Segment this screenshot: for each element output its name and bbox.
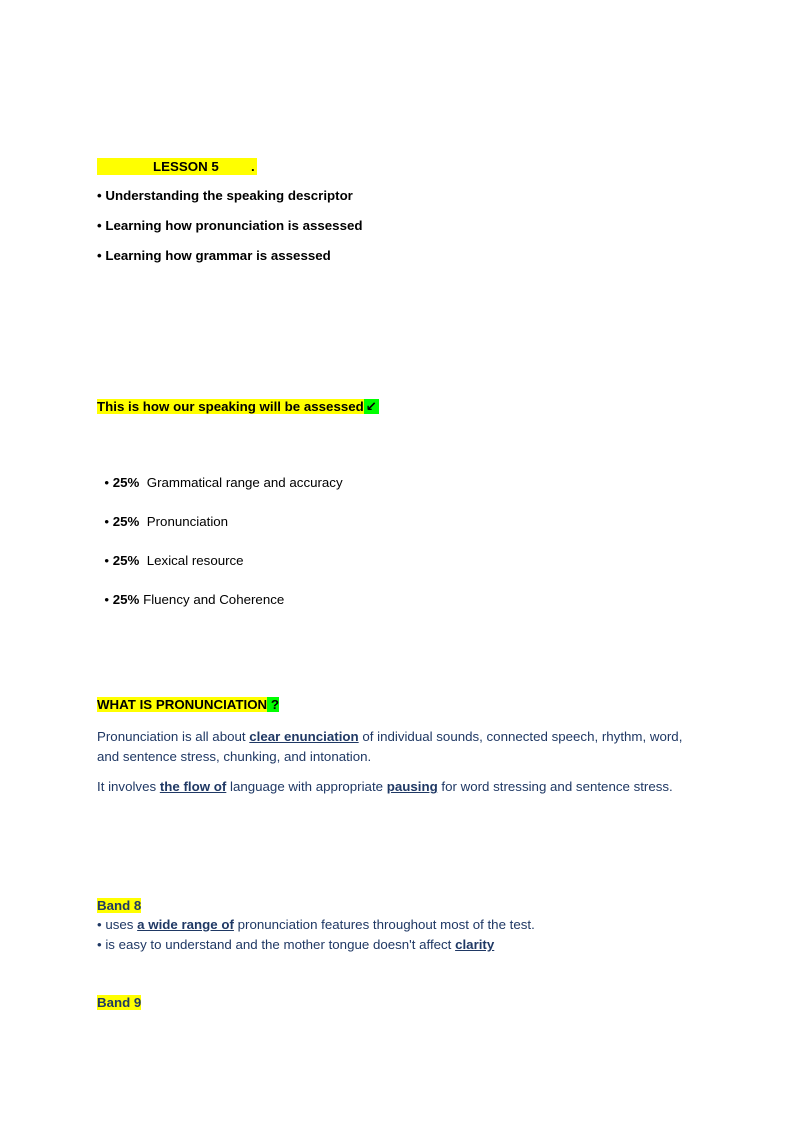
emphasis: the flow of — [159, 779, 227, 794]
assessment-label: Pronunciation — [139, 514, 229, 529]
goal-item-2: • Learning how pronunciation is assessed — [97, 218, 363, 233]
text: • uses — [97, 917, 138, 932]
arrow-icon: ↙ — [365, 399, 377, 414]
goal-item-3: • Learning how grammar is assessed — [97, 248, 331, 263]
bullet: • — [104, 475, 113, 490]
lesson-header — [97, 158, 257, 175]
bullet: • — [104, 514, 113, 529]
emphasis: clarity — [455, 937, 495, 952]
band8-heading — [97, 898, 141, 913]
assessment-heading — [97, 399, 379, 415]
assessment-pct: 25% — [112, 553, 140, 568]
text: • is easy to understand and the mother tongue doesn't affect — [97, 937, 456, 952]
assessment-item — [97, 499, 228, 529]
band8-heading-text: Band 8 — [97, 898, 142, 913]
assessment-label: Lexical resource — [139, 553, 244, 568]
emphasis: clear enunciation — [249, 729, 359, 744]
assessment-item — [97, 460, 343, 490]
assessment-label: Fluency and Coherence — [139, 592, 285, 607]
text: language with appropriate — [226, 779, 387, 794]
text: Pronunciation is all about — [97, 729, 250, 744]
assessment-pct: 25% — [112, 592, 140, 607]
band9-heading-text: Band 9 — [97, 995, 142, 1010]
band8-line-2 — [97, 937, 494, 952]
assessment-heading-text: This is how our speaking will be assessed — [97, 399, 364, 414]
lesson-trail: . — [251, 159, 255, 174]
question-mark: ? — [267, 697, 279, 712]
bullet: • — [104, 592, 113, 607]
goal-item-1: • Understanding the speaking descriptor — [97, 188, 353, 203]
pronunciation-paragraph-2 — [97, 777, 707, 797]
lesson-title: LESSON 5 — [153, 159, 219, 174]
assessment-item — [97, 577, 284, 607]
pronunciation-heading — [97, 697, 279, 712]
pronunciation-paragraph-1 — [97, 727, 707, 766]
text: It involves — [97, 779, 160, 794]
text: for word stressing and sentence stress. — [437, 779, 673, 794]
text: of individual sounds, connected speech, rhythm, word, and sentence stress, chunking, and intonation. — [97, 729, 683, 764]
pronunciation-heading-text: WHAT IS PRONUNCIATION — [97, 697, 268, 712]
bullet: • — [104, 553, 113, 568]
assessment-pct: 25% — [112, 475, 140, 490]
text: pronunciation features throughout most of the test. — [233, 917, 535, 932]
emphasis: pausing — [386, 779, 438, 794]
band9-heading — [97, 995, 141, 1010]
assessment-label: Grammatical range and accuracy — [139, 475, 343, 490]
emphasis: a wide range of — [137, 917, 234, 932]
assessment-item — [97, 538, 244, 568]
assessment-pct: 25% — [112, 514, 140, 529]
band8-line-1 — [97, 917, 535, 932]
